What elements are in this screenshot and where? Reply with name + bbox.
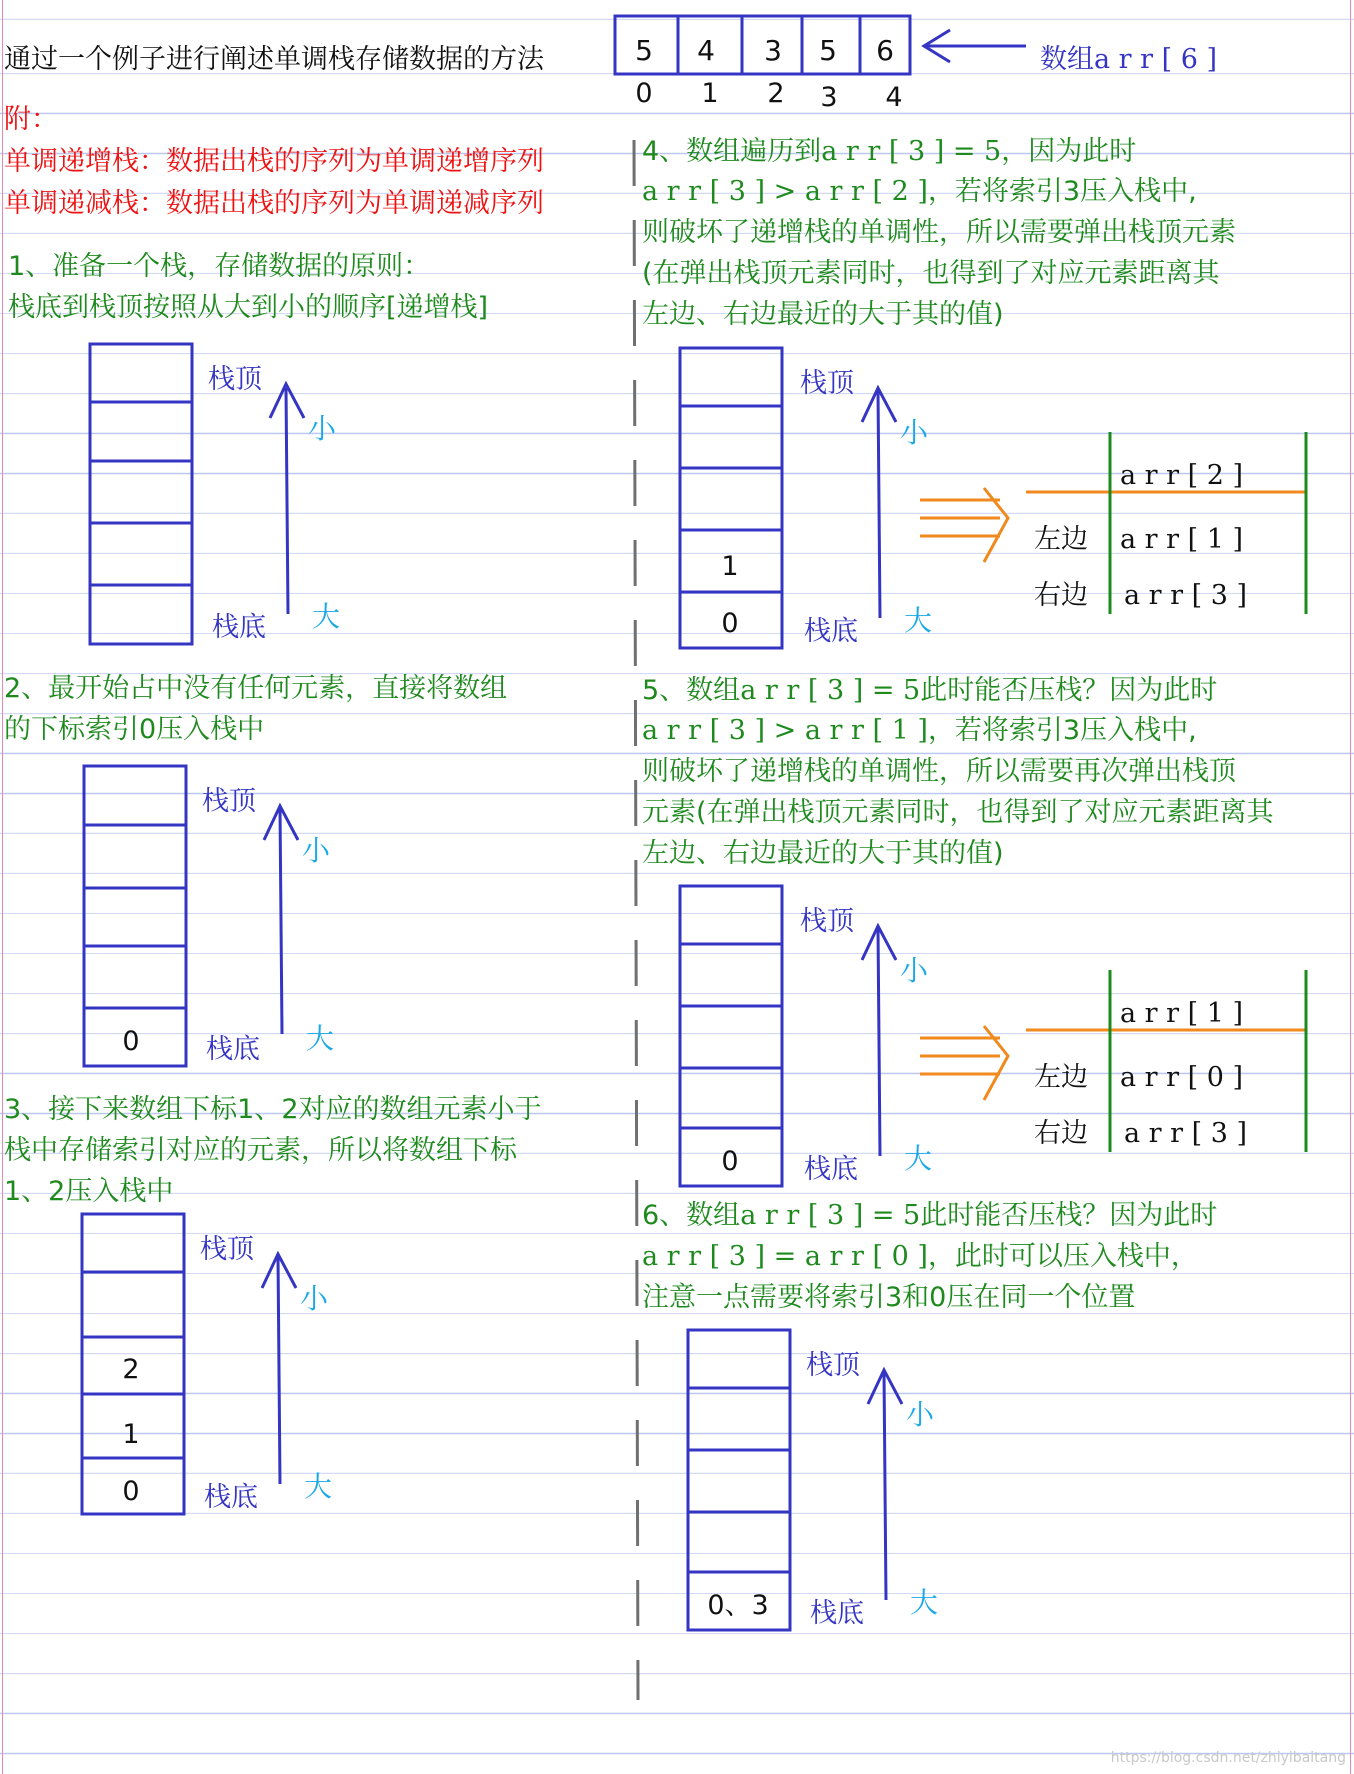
stack-cell-value: 0、3 xyxy=(707,1590,769,1621)
double-arrow-lines xyxy=(920,500,1000,536)
stack-cell-value: 0 xyxy=(721,608,739,639)
right-value: a r r [ 3 ] xyxy=(1124,1118,1248,1149)
note-decreasing: 单调递减栈：数据出栈的序列为单调递减序列 xyxy=(4,188,544,219)
step5-line-part: 5、数组 xyxy=(642,675,741,706)
small-label: 小 xyxy=(906,1398,935,1431)
direction-arrow xyxy=(878,928,880,1156)
stack-top-label: 栈顶 xyxy=(208,364,262,395)
step6-line: 注意一点需要将索引3和0压在同一个位置 xyxy=(642,1282,1136,1313)
step3-line: 1、2压入栈中 xyxy=(4,1176,174,1207)
left-label: 左边 xyxy=(1034,1062,1088,1093)
small-label: 小 xyxy=(300,1282,329,1315)
stack-outline xyxy=(688,1330,790,1630)
direction-arrow xyxy=(286,388,288,614)
array-index: 1 xyxy=(701,78,719,109)
step4-stack xyxy=(680,348,782,648)
step6-line-part: 此时能否压栈？因为此时 xyxy=(920,1200,1218,1231)
step5-stack xyxy=(680,886,782,1186)
notes-heading: 附： xyxy=(4,104,58,135)
step2-line: 2、最开始占中没有任何元素，直接将数组 xyxy=(4,673,508,704)
step5-expr: a r r [ 3 ] = 5 xyxy=(740,675,921,706)
step5-line: 元素(在弹出栈顶元素同时，也得到了对应元素距离其 xyxy=(642,797,1274,828)
step3-line: 3、接下来数组下标1、2对应的数组元素小于 xyxy=(4,1094,542,1125)
array-value: 5 xyxy=(819,34,837,67)
array-value: 3 xyxy=(764,34,782,67)
array-value: 4 xyxy=(697,34,715,67)
array-label-word: 数组 xyxy=(1040,44,1094,75)
stack-top-label: 栈顶 xyxy=(200,1234,254,1265)
stack-top-label: 栈顶 xyxy=(202,786,256,817)
step6-line-part: ，此时可以压入栈中， xyxy=(927,1241,1198,1272)
left-value: a r r [ 0 ] xyxy=(1120,1062,1244,1093)
stack-top-label: 栈顶 xyxy=(806,1350,860,1381)
step4-line-part: ，若将索引3压入栈中, xyxy=(927,176,1197,207)
step4-result-table xyxy=(920,432,1306,614)
right-label: 右边 xyxy=(1034,580,1088,611)
small-label: 小 xyxy=(900,954,929,987)
step4-expr: a r r [ 3 ] > a r r [ 2 ] xyxy=(642,176,928,207)
step4-line xyxy=(642,176,1197,207)
double-arrow-lines xyxy=(920,1038,1000,1074)
step6-line xyxy=(642,1200,1217,1231)
stack-bottom-label: 栈底 xyxy=(206,1034,260,1065)
step6-line-part: 6、数组 xyxy=(642,1200,741,1231)
step4-line: 左边、右边最近的大于其的值) xyxy=(642,299,1004,330)
array-diagram xyxy=(615,16,1217,113)
stack-cell-value: 2 xyxy=(122,1354,140,1385)
step6-line xyxy=(642,1241,1198,1272)
array-value: 6 xyxy=(876,34,894,67)
step5-line: 则破坏了递增栈的单调性，所以需要再次弹出栈顶 xyxy=(642,756,1236,787)
step5-line: 左边、右边最近的大于其的值) xyxy=(642,838,1004,869)
array-index: 2 xyxy=(767,78,785,109)
big-label: 大 xyxy=(904,604,933,637)
big-label: 大 xyxy=(304,1470,333,1503)
step5-line xyxy=(642,675,1217,706)
step2-line: 的下标索引0压入栈中 xyxy=(4,714,265,745)
array-label-expr: a r r [ 6 ] xyxy=(1094,44,1218,75)
stack-bottom-label: 栈底 xyxy=(204,1482,258,1513)
stack-bottom-label: 栈底 xyxy=(804,1154,858,1185)
right-value: a r r [ 3 ] xyxy=(1124,580,1248,611)
step1-stack xyxy=(90,344,192,644)
left-label: 左边 xyxy=(1034,524,1088,555)
step2-stack xyxy=(84,766,186,1066)
left-value: a r r [ 1 ] xyxy=(1120,524,1244,555)
step4-expr: a r r [ 3 ] = 5 xyxy=(821,136,1002,167)
direction-arrow xyxy=(878,390,880,618)
stack-cell-value: 1 xyxy=(721,551,739,582)
stack-top-label: 栈顶 xyxy=(800,906,854,937)
stack-cell-value: 1 xyxy=(122,1419,140,1450)
step5-expr: a r r [ 3 ] > a r r [ 1 ] xyxy=(642,715,928,746)
page-title: 通过一个例子进行阐述单调栈存储数据的方法 xyxy=(4,44,544,75)
stack-outline xyxy=(90,344,192,644)
step4-line-part: 4、数组遍历到 xyxy=(642,136,822,167)
step6-stack xyxy=(688,1330,790,1630)
step1-line: 1、准备一个栈，存储数据的原则： xyxy=(8,251,431,282)
stack-bottom-label: 栈底 xyxy=(212,612,266,643)
array-index: 0 xyxy=(635,78,653,109)
stack-outline xyxy=(680,348,782,648)
step4-line-part: ，因为此时 xyxy=(1001,136,1137,167)
step1-line: 栈底到栈顶按照从大到小的顺序[递增栈] xyxy=(8,292,489,323)
step3-line: 栈中存储索引对应的元素，所以将数组下标 xyxy=(4,1135,517,1166)
small-label: 小 xyxy=(302,834,331,867)
array-outline xyxy=(615,16,910,74)
stack-cell-value: 0 xyxy=(122,1476,140,1507)
step5-line-part: 此时能否压栈？因为此时 xyxy=(920,675,1218,706)
stack-bottom-label: 栈底 xyxy=(810,1598,864,1629)
direction-arrow xyxy=(280,808,282,1034)
stack-outline xyxy=(84,766,186,1066)
popped-element: a r r [ 2 ] xyxy=(1120,460,1244,491)
step5-line xyxy=(642,715,1197,746)
array-value: 5 xyxy=(635,34,653,67)
big-label: 大 xyxy=(904,1142,933,1175)
small-label: 小 xyxy=(308,412,337,445)
small-label: 小 xyxy=(900,416,929,449)
big-label: 大 xyxy=(910,1586,939,1619)
stack-top-label: 栈顶 xyxy=(800,368,854,399)
step5-line-part: ，若将索引3压入栈中, xyxy=(927,715,1197,746)
column-divider xyxy=(634,140,638,1700)
right-label: 右边 xyxy=(1034,1118,1088,1149)
step3-stack xyxy=(82,1214,184,1514)
direction-arrow xyxy=(884,1372,886,1600)
array-index: 4 xyxy=(885,82,903,113)
stack-cell-value: 0 xyxy=(721,1146,739,1177)
array-index: 3 xyxy=(820,82,838,113)
stack-cell-value: 0 xyxy=(122,1026,140,1057)
big-label: 大 xyxy=(306,1022,335,1055)
array-label xyxy=(1040,44,1217,75)
step5-result-table xyxy=(920,970,1306,1152)
big-label: 大 xyxy=(312,600,341,633)
stack-outline xyxy=(680,886,782,1186)
note-increasing: 单调递增栈：数据出栈的序列为单调递增序列 xyxy=(4,146,544,177)
step4-line xyxy=(642,136,1136,167)
popped-element: a r r [ 1 ] xyxy=(1120,998,1244,1029)
step4-line: 则破坏了递增栈的单调性，所以需要弹出栈顶元素 xyxy=(642,217,1236,248)
direction-arrow xyxy=(278,1256,280,1484)
step6-expr: a r r [ 3 ] = a r r [ 0 ] xyxy=(642,1241,928,1272)
stack-bottom-label: 栈底 xyxy=(804,616,858,647)
step6-expr: a r r [ 3 ] = 5 xyxy=(740,1200,921,1231)
step4-line: (在弹出栈顶元素同时，也得到了对应元素距离其 xyxy=(642,258,1220,289)
watermark: https://blog.csdn.net/zhiyibaitang xyxy=(1110,1750,1346,1766)
